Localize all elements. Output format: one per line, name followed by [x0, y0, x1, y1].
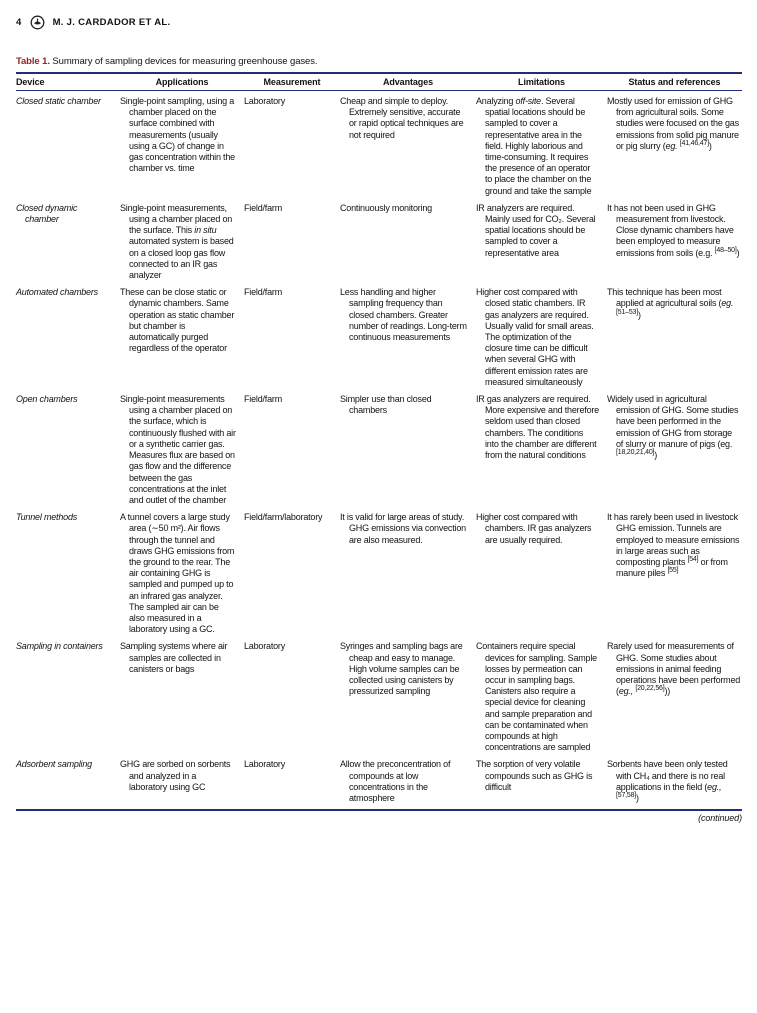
cell-applications: Sampling systems where air samples are collected in canisters or bags	[120, 641, 228, 674]
cell-limitations: Analyzing off-site. Several spatial locations should be sampled to cover a representative area in the field. Highly laborious and time-consuming. It requires the presence of an operator to place the chamber on the ground and take the sample	[476, 96, 592, 196]
table-row	[16, 203, 742, 281]
cell-measurement: Field/farm	[244, 202, 283, 213]
cell-limitations: Containers require special devices for sampling. Sample losses by permeation can occur in sampling bags. Canisters also require a special device for cleaning and sample preparation and can be contaminated when compounds at high concentrations are sampled	[476, 641, 597, 753]
cell-advantages: Syringes and sampling bags are cheap and easy to manage. High volume samples can be collected using canisters by pressurized sampling	[340, 641, 463, 697]
cell-applications: GHG are sorbed on sorbents and analyzed in a laboratory using GC	[120, 759, 231, 792]
cell-applications: A tunnel covers a large study area (∼50 m²). Air flows through the tunnel and draws GHG emissions from the ground to the rear. The air containing GHG is sampled and pumped up to an infrared gas analyzer. The sampled air can be also measured in a laboratory using a GC.	[120, 512, 235, 635]
cell-applications: Single-point measurements, using a chamber placed on the surface. This in situ automated system is based on a closed loop gas flow connected to an IR gas analyzer	[120, 202, 234, 281]
running-head-text: M. J. CARDADOR ET AL.	[52, 17, 171, 28]
cell-applications: Single-point measurements using a chamber placed on the surface, which is continuously flushed with air or a synthetic carrier gas. Measures flux are based on gas flow and the difference between the gas concentrations at the inlet and outlet of the chamber	[120, 394, 236, 505]
cell-device: Closed static chamber	[16, 96, 101, 106]
cell-advantages: Simpler use than closed chambers	[340, 394, 432, 416]
cell-status: Rarely used for measurements of GHG. Some studies about emissions in animal feeding operations have been performed (eg., [20,22,56]))	[607, 641, 741, 697]
table-caption	[16, 56, 742, 67]
cell-applications: These can be close static or dynamic chambers. Same operation as static chamber but chamber is automatically purged regardless of the operator	[120, 287, 235, 354]
table-caption-label: Table 1.	[16, 56, 50, 67]
cell-limitations: IR gas analyzers are required. More expensive and therefore seldom used than closed chambers. The conditions into the chamber are different from the natural conditions	[476, 394, 599, 461]
cell-status: It has not been used in GHG measurement from livestock. Close dynamic chambers have been employed to measure emissions from soils (e.g. [48–50])	[607, 202, 740, 258]
column-header-limitations: Limitations	[518, 77, 565, 87]
cell-status: Sorbents have been only tested with CH₄ and there is no real applications in the field (eg., [57,58])	[607, 759, 728, 803]
table-row	[16, 641, 742, 753]
publisher-logo-icon	[30, 15, 45, 30]
cell-measurement: Field/farm	[244, 287, 283, 298]
page-number: 4	[16, 17, 22, 28]
table-header-row	[16, 74, 742, 91]
cell-limitations: The sorption of very volatile compounds such as GHG is difficult	[476, 759, 593, 792]
cell-measurement: Field/farm/laboratory	[244, 512, 323, 523]
cell-status: Widely used in agricultural emission of GHG. Some studies have been performed in the emission of GHG from storage of slurry or manure of pigs (eg. [18,20,21,40])	[607, 394, 739, 461]
cell-measurement: Laboratory	[244, 641, 286, 652]
cell-applications: Single-point sampling, using a chamber placed on the surface combined with measurements (usually using a GC) of change in gas concentration within the chamber vs. time	[120, 96, 235, 174]
table-body	[16, 91, 742, 809]
column-header-status: Status and references	[628, 77, 721, 87]
table-row	[16, 512, 742, 635]
column-header-advantages: Advantages	[382, 77, 434, 87]
cell-device: Adsorbent sampling	[16, 759, 92, 770]
cell-measurement: Laboratory	[244, 759, 286, 770]
column-header-device: Device	[16, 77, 45, 87]
cell-limitations: IR analyzers are required. Mainly used for CO₂. Several spatial locations should be sampled to cover a representative area	[476, 202, 596, 258]
cell-measurement: Field/farm	[244, 394, 283, 405]
cell-device: Tunnel methods	[16, 512, 78, 523]
table-row	[16, 287, 742, 388]
cell-device: Sampling in containers	[16, 641, 103, 652]
cell-device: Closed dynamic chamber	[16, 202, 78, 225]
cell-advantages: Cheap and simple to deploy. Extremely sensitive, accurate or rapid optical techniques are not required	[340, 96, 464, 140]
table-row	[16, 394, 742, 506]
column-header-measurement: Measurement	[263, 77, 321, 87]
cell-advantages: Allow the preconcentration of compounds at low concentrations in the atmosphere	[340, 759, 451, 803]
cell-status: This technique has been most applied at agricultural soils (eg. [51–53])	[607, 287, 734, 320]
cell-device: Automated chambers	[16, 287, 98, 298]
cell-advantages: Less handling and higher sampling frequency than closed chambers. Greater number of readings. Long-term continuous measurements	[340, 287, 467, 343]
continued-note: (continued)	[698, 813, 742, 824]
table-caption-text: Summary of sampling devices for measuring greenhouse gases.	[52, 56, 318, 67]
cell-limitations: Higher cost compared with chambers. IR gas analyzers are usually required.	[476, 512, 592, 545]
running-header	[16, 15, 742, 30]
cell-limitations: Higher cost compared with closed static chambers. IR gas analyzers are required. Usually valid for small areas. The optimization of the closure time can be difficult when several GHG with different emission rates are measured simultaneously	[476, 287, 594, 387]
cell-status: Mostly used for emission of GHG from agricultural soils. Some studies were focused on the gas emissions from solid pig manure or pig slurry (eg. [41,46,47])	[607, 96, 739, 151]
cell-measurement: Laboratory	[244, 96, 286, 106]
cell-advantages: It is valid for large areas of study. GHG emissions via convection are also measured.	[340, 512, 466, 545]
cell-status: It has rarely been used in livestock GHG emission. Tunnels are employed to measure emissions in large areas such as composting plants [54] or from manure piles [55]	[607, 512, 740, 579]
table	[16, 72, 742, 811]
cell-advantages: Continuously monitoring	[340, 202, 432, 213]
table-row	[16, 759, 742, 804]
table-row	[16, 96, 742, 197]
cell-device: Open chambers	[16, 394, 78, 405]
column-header-applications: Applications	[155, 77, 209, 87]
